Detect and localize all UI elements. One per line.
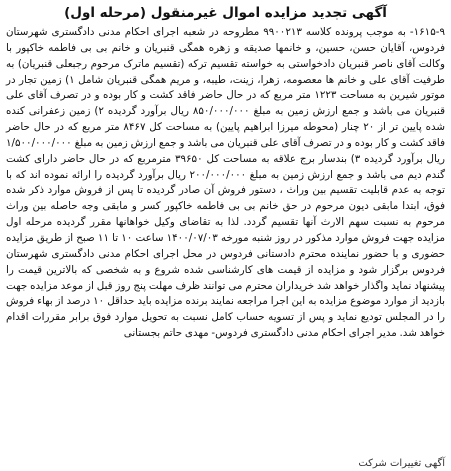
notice-title: آگهی تجدید مزایده اموال غیرمنقول (مرحله اول): [64, 5, 387, 21]
notice-body: ۱۶۱۵-۹- به موجب پرونده کلاسه ۹۹۰۰۲۱۳ مطروحه در شعبه اجرای احکام مدنی دادگستری شهرستان فردوس، آقایان حسن، حسین، و خانمها صدیقه و زهره همگی قنبریان و خانم بی بی فاطمه خاکپور با وکالت آقای ناصر قنبریان دادخواستی به خواسته تقسیم ترکه (تقسیم ماترک مرحوم رجبعلی قنبریان) به طرفیت آقای علی و خانم ها معصومه، زهرا، زینت، طیبه، و مریم همگی قنبریان شامل ۱) زمین تجار در موتور شیرین به مساحت ۱۲۲۳ متر مربع که در حال حاضر فاقد کشت و کار بوده و در تصرف آقای علی قنبریان می باشد و جمع ارزش زمین به مبلغ ۸۵۰/۰۰۰/۰۰۰ ریال برآورد گردیده ۲) زمین زعفرانی کنده شده پایین تر از ۲۰ چنار (محوطه میرزا ابراهیم پایین) به مساحت کل ۸۴۶۷ متر مربع که در حال حاضر فاقد کشت و کار بوده و در تصرف آقای علی قنبریان می باشد و جمع ارزش زمین به مبلغ ۱/۵۰۰/۰۰۰/۰۰۰ ریال برآورد گردیده ۳) بندسار برج علاقه به مساحت کل ۳۹۶۵۰ مترمربع که در حال حاضر دارای کشت گندم دیم می باشد و جمع ارزش زمین به مبلغ ۲۰۰/۰۰۰/۰۰۰ ریال برآورد گردیده را ارائه نموده اند که با توجه به عدم قابلیت تقسیم بین وراث ، دستور فروش آن صادر گردیده تا پس از فروش موارد ذکر شده فوق، ابتدا مابقی دیون مرحوم در حق خانم بی بی فاطمه خاکپور کسر و مابقی وجه حاصله بین وراث مرحوم به نسبت سهم الارث آنها تقسیم گردد. لذا به تقاضای وکیل خواهانها مقرر گردیده مرحله اول مزایده جهت فروش موارد مذکور در روز شنبه مورخه ۱۴۰۰/۰۷/۰۳ ساعت ۱۰ تا ۱۱ صبح از طریق مزایده حضوری و با حضور نماینده محترم دادستانی فردوس در محل اجرای احکام مدنی دادگستری شهرستان فردوس برگزار شود و مزایده از قیمت های کارشناسی شده شروع و به شخصی که بالاترین قیمت را پیشنهاد نماید واگذار خواهد شد خریداران محترم می توانند ظرف مهلت پنج روز قبل از موعد مزایده جهت بازدید از موارد موضوع مزایده به این اجرا مراجعه نمایند برنده مزایده باید حداقل ۱۰ درصد از بهاء فروش را در المجلس تودیع نماید و پس از تسویه حساب کامل نسبت به تحویل موارد فوق برابر مقررات اقدام خواهد شد. مدیر اجرای احکام مدنی دادگستری فردوس- مهدی حاتم بجستانی: [6, 26, 446, 340]
next-notice-fragment: آگهی تغییرات شرکت: [358, 458, 445, 469]
